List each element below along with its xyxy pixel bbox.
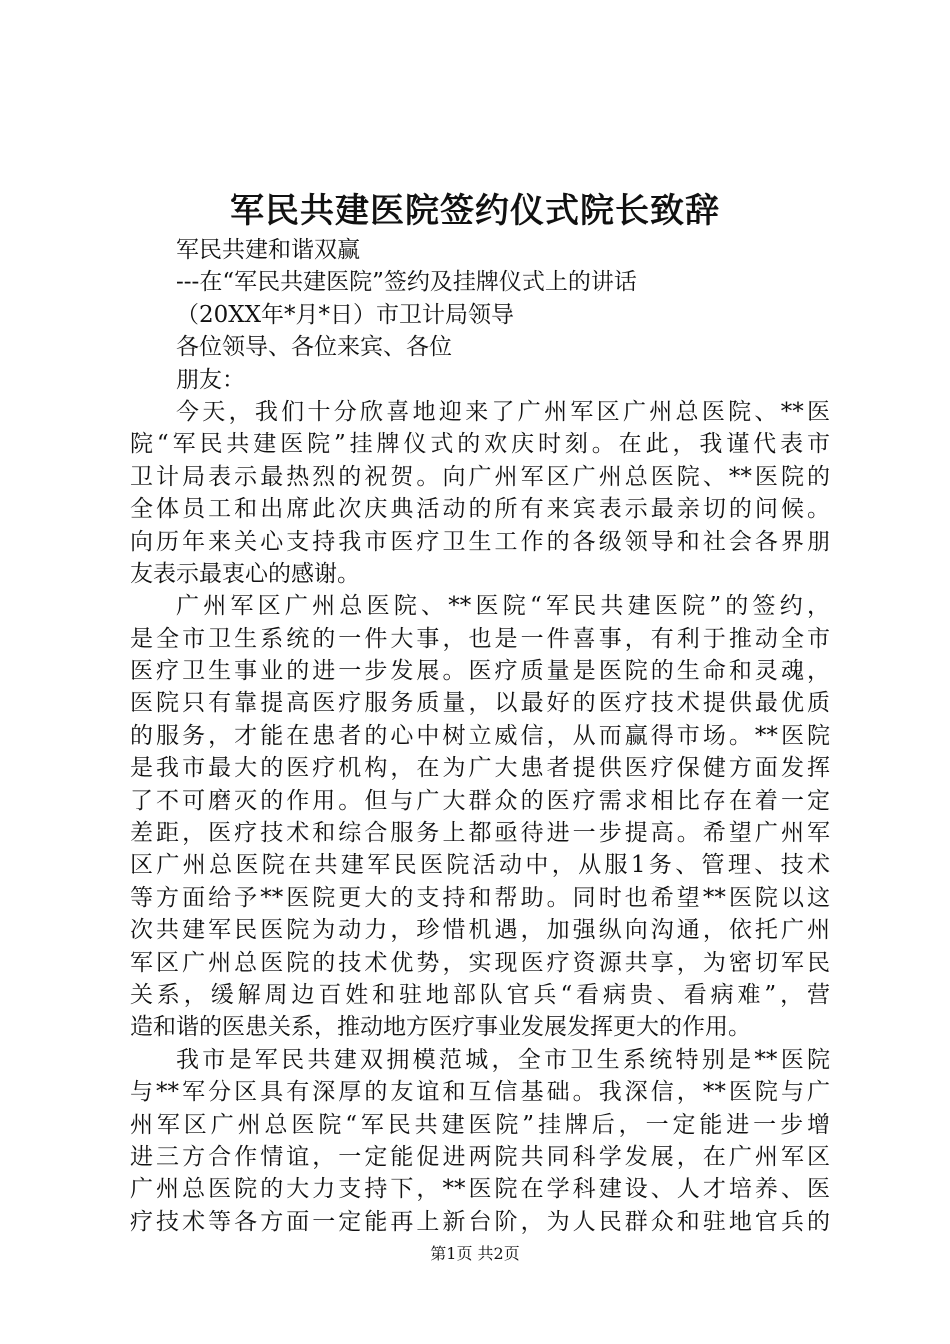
- speech-occasion-line: ---在“军民共建医院”签约及挂牌仪式上的讲话: [176, 269, 637, 296]
- paragraph-line: 今天，我们十分欣喜地迎来了广州军区广州总医院、**医: [176, 398, 830, 425]
- salutation-line: 各位领导、各位来宾、各位: [176, 334, 452, 361]
- subtitle-line: 军民共建和谐双赢: [176, 237, 360, 263]
- paragraph-line: 与**军分区具有深厚的友谊和互信基础。我深信，**医院与广: [130, 1079, 830, 1106]
- paragraph-line: 造和谐的医患关系，推动地方医疗事业发展发挥更大的作用。: [130, 1014, 751, 1041]
- paragraph-line: 等方面给予**医院更大的支持和帮助。同时也希望**医院以这: [130, 884, 830, 911]
- paragraph-line: 差距，医疗技术和综合服务上都亟待进一步提高。希望广州军: [130, 820, 830, 847]
- document-title: 军民共建医院签约仪式院长致辞: [230, 191, 720, 231]
- paragraph-line: 向历年来关心支持我市医疗卫生工作的各级领导和社会各界朋: [130, 528, 830, 555]
- paragraph-line: 是我市最大的医疗机构，在为广大患者提供医疗保健方面发挥: [130, 755, 830, 782]
- paragraph-line: 全体员工和出席此次庆典活动的所有来宾表示最亲切的问候。: [130, 496, 830, 523]
- paragraph-line: 医院只有靠提高医疗服务质量，以最好的医疗技术提供最优质: [130, 690, 830, 717]
- paragraph-line: 区广州总医院在共建军民医院活动中，从服1务、管理、技术: [130, 852, 830, 879]
- paragraph-line: 我市是军民共建双拥模范城，全市卫生系统特别是**医院: [176, 1046, 830, 1073]
- paragraph-line: 卫计局表示最热烈的祝贺。向广州军区广州总医院、**医院的: [130, 463, 830, 490]
- paragraph-line: 疗技术等各方面一定能再上新台阶，为人民群众和驻地官兵的: [130, 1208, 830, 1235]
- paragraph-line: 的服务，才能在患者的心中树立威信，从而赢得市场。**医院: [130, 722, 830, 749]
- document-body: [130, 234, 830, 1238]
- paragraph-line: 关系，缓解周边百姓和驻地部队官兵“看病贵、看病难”，营: [130, 981, 830, 1008]
- paragraph-line: 次共建军民医院为动力，珍惜机遇，加强纵向沟通，依托广州: [130, 917, 830, 944]
- paragraph-line: 友表示最衷心的感谢。: [130, 560, 360, 587]
- paragraph-line: 军区广州总医院的技术优势，实现医疗资源共享，为密切军民: [130, 949, 830, 976]
- paragraph-line: 广州总医院的大力支持下，**医院在学科建设、人才培养、医: [130, 1176, 830, 1203]
- paragraph-line: 进三方合作情谊，一定能促进两院共同科学发展，在广州军区: [130, 1143, 830, 1170]
- paragraph-line: 院“军民共建医院”挂牌仪式的欢庆时刻。在此，我谨代表市: [130, 431, 830, 458]
- paragraph-line: 了不可磨灭的作用。但与广大群众的医疗需求相比存在着一定: [130, 787, 830, 814]
- page-number-footer: 第1页 共2页: [430, 1244, 520, 1263]
- paragraph-line: 是全市卫生系统的一件大事，也是一件喜事，有利于推动全市: [130, 625, 830, 652]
- paragraph-line: 广州军区广州总医院、**医院“军民共建医院”的签约，: [176, 593, 830, 620]
- paragraph-line: 州军区广州总医院“军民共建医院”挂牌后，一定能进一步增: [130, 1111, 830, 1138]
- paragraph-line: 医疗卫生事业的进一步发展。医疗质量是医院的生命和灵魂，: [130, 658, 830, 685]
- salutation-line: 朋友：: [176, 366, 245, 393]
- date-speaker-line: （20XX年*月*日）市卫计局领导: [176, 301, 515, 328]
